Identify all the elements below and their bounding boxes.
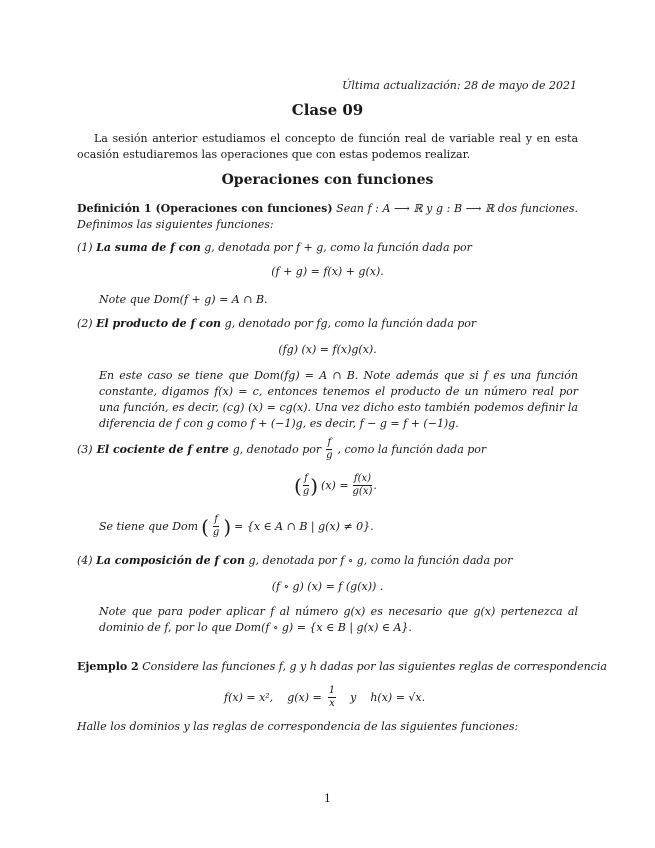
fraction-numerator: f(x) [353,473,372,484]
one-over-x-fraction [328,685,336,710]
item-bold: La suma de f con [96,241,201,254]
item-text: , como la función dada por [337,442,487,456]
fraction-denominator: g [302,486,310,497]
f-over-g-fraction [302,473,310,498]
definition-text: Sean f : A ⟶ ℝ y g : B ⟶ ℝ dos funciones. Definimos las siguientes funciones: [77,202,578,231]
quotient-note [99,514,374,539]
item-number: (2) [77,317,93,330]
example-functions [224,685,425,710]
paren-right: ) [310,473,319,498]
item-sum [77,240,472,256]
example-label: Ejemplo 2 [77,660,139,673]
item-text: g, denotado por [232,442,322,456]
fraction-denominator: g [326,450,333,461]
f-over-g-fraction [212,514,220,539]
fraction-numerator: f [304,473,308,484]
product-formula: (fg) (x) = f(x)g(x). [278,343,377,356]
item-composition [77,553,512,569]
item-bold: El cociente de f entre [96,442,229,456]
item-text: g, denotada por f + g, como la función dada por [204,241,472,254]
fraction-numerator: f [327,437,332,448]
page-title: Clase 09 [291,101,364,119]
item-number: (3) [77,442,93,456]
paren-left: ( [294,473,302,498]
note-text: Se tiene que Dom [99,519,199,533]
fraction-denominator: x [329,698,335,709]
example-closing: Halle los dominios y las reglas de correspondencia de las siguientes funciones: [77,720,519,733]
item-bold: El producto de f con [96,317,222,330]
definition-label: Definición 1 (Operaciones con funciones) [77,202,333,215]
intro-paragraph: La sesión anterior estudiamos el concepto de función real de variable real y en esta ocasión estudiaremos las operaciones que con estas podemos realizar. [77,132,578,161]
example-intro [77,659,607,675]
function-f: f(x) = x², [224,691,274,704]
item-product [77,316,476,332]
section-title: Operaciones con funciones [221,172,434,188]
example-text: Considere las funciones f, g y h dadas por las siguientes reglas de correspondencia [142,660,607,673]
product-note: En este caso se tiene que Dom(fg) = A ∩ B. Note además que si f es una función constante, digamos f(x) = c, entonces tenemos el producto de un número real por una función, es decir, (cg) (x) = cg(x). Una vez dicho esto también podemos definir la diferencia de f con g como f + (−1)g, es decir, f − g = f + (−1)g. [99,369,578,430]
paren-left: ( [201,514,209,539]
item-bold: La composición de f con [96,554,246,567]
function-g-label: g(x) = [287,691,322,704]
function-h: h(x) = √x. [370,691,426,704]
fx-over-gx-fraction [352,473,374,498]
fraction-denominator: g(x) [352,486,373,497]
f-over-g-fraction [325,437,333,462]
fraction-numerator: 1 [328,685,336,696]
item-text: g, denotado por fg, como la función dada por [224,317,477,330]
note-text: = {x ∈ A ∩ B | g(x) ≠ 0}. [234,519,374,533]
last-updated: Última actualización: 28 de mayo de 2021 [342,79,577,92]
formula-text: (x) = [321,479,349,492]
quotient-formula: ( $\frac{f}{g}$ ) (x) = $\frac{f(x)}{g(x)}$ . [294,473,377,498]
item-text: g, denotada por f ∘ g, como la función dada por [248,554,513,567]
page-number: 1 [324,792,331,805]
item-quotient [77,437,486,462]
connector-y: y [350,691,357,704]
fraction-denominator: g [212,527,220,538]
composition-formula: (f ∘ g) (x) = f (g(x)) . [271,580,384,593]
sum-note: Note que Dom(f + g) = A ∩ B. [99,293,268,306]
composition-note: Note que para poder aplicar f al número g(x) es necesario que g(x) pertenezca al dominio de f, por lo que Dom(f ∘ g) = {x ∈ B | g(x) ∈ A}. [99,605,578,634]
fraction-numerator: f [214,514,218,525]
definition-intro [77,201,578,233]
item-number: (4) [77,554,93,567]
sum-formula: (f + g) = f(x) + g(x). [271,265,384,278]
paren-right: ) [223,514,232,539]
item-number: (1) [77,241,93,254]
